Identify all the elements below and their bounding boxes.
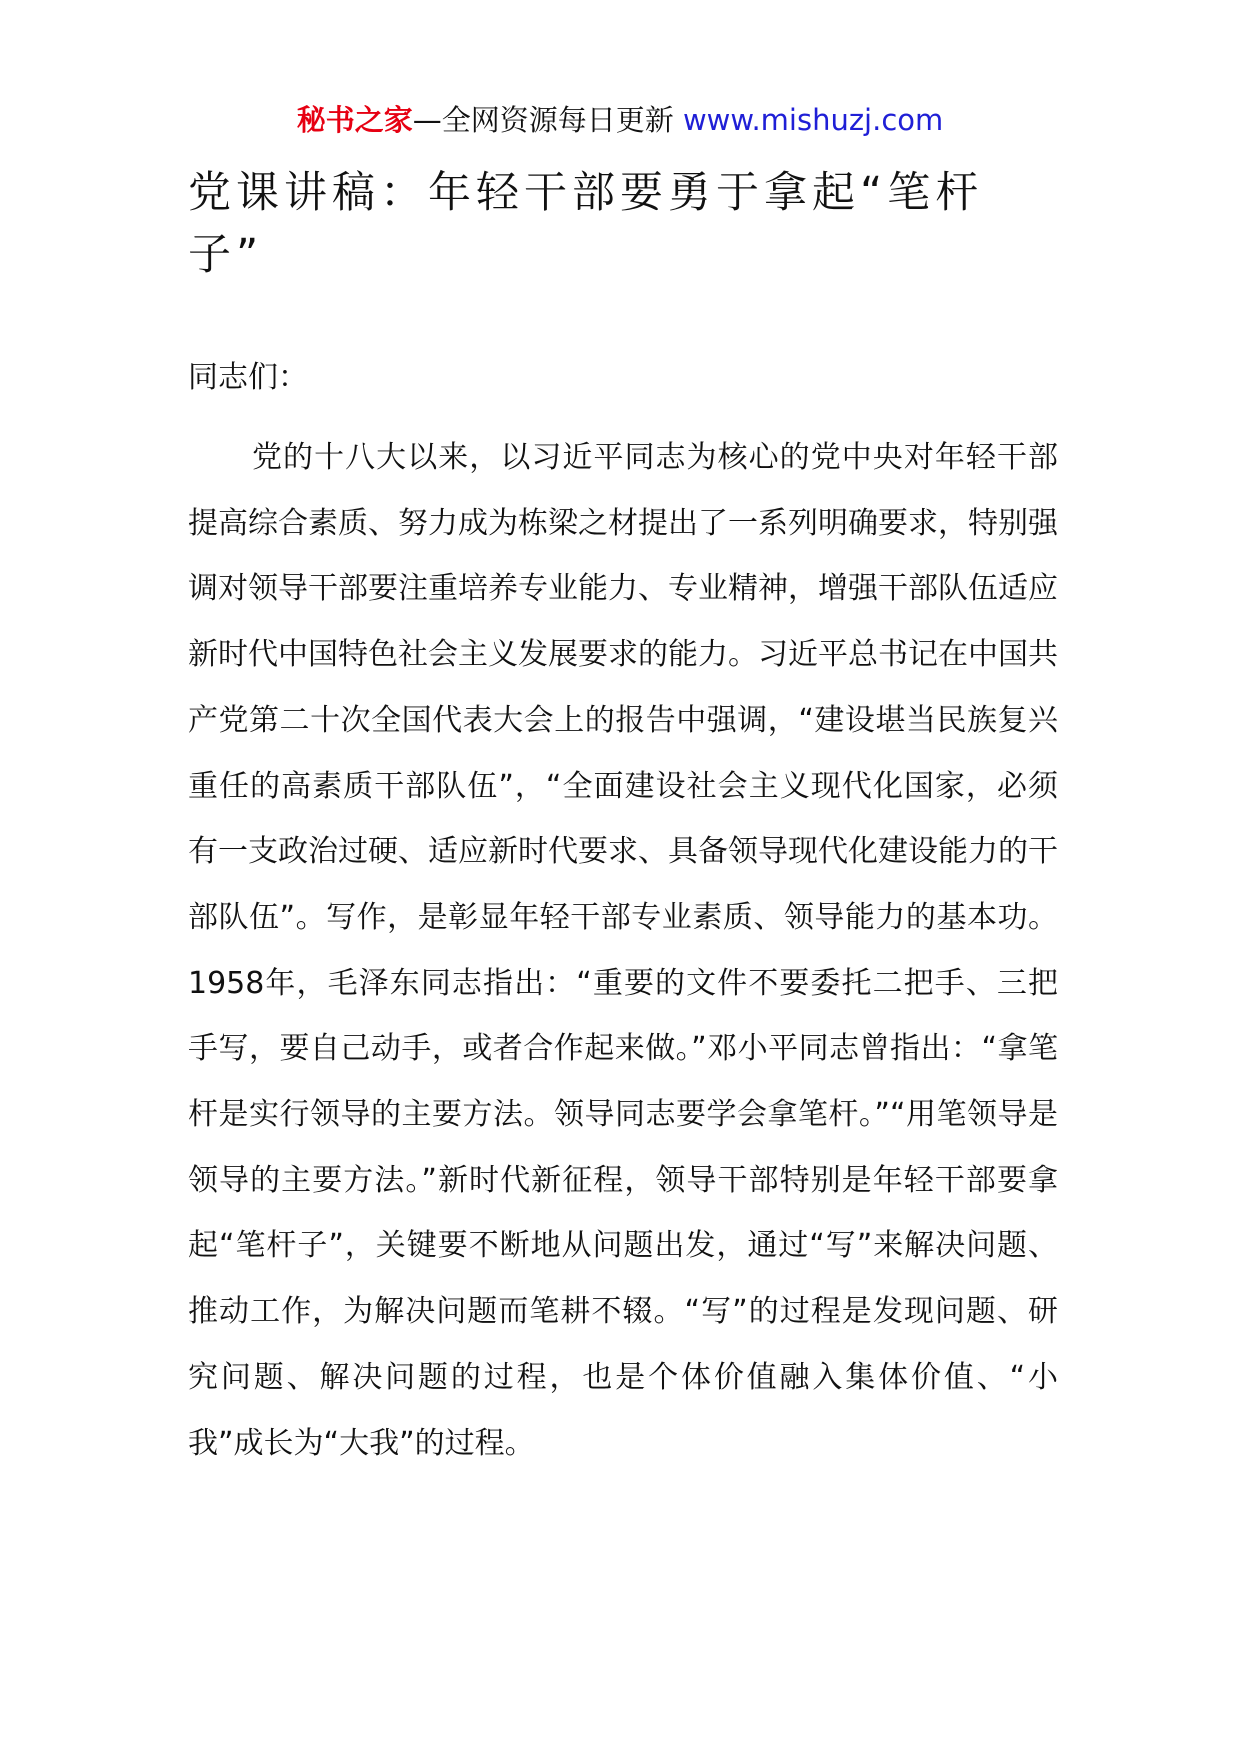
site-url-link[interactable]: www.mishuzj.com (682, 103, 944, 137)
site-tagline: —全网资源每日更新 (412, 103, 674, 137)
site-header (0, 100, 1240, 140)
document-title: 党课讲稿：年轻干部要勇于拿起“笔杆子” (188, 168, 984, 280)
greeting: 同志们： (188, 360, 308, 395)
site-brand: 秘书之家 (296, 103, 413, 137)
body-paragraph: 党的十八大以来，以习近平同志为核心的党中央对年轻干部提高综合素质、努力成为栋梁之材提出了一系列明确要求，特别强调对领导干部要注重培养专业能力、专业精神，增强干部队伍适应新时代中国特色社会主义发展要求的能力。习近平总书记在中国共产党第二十次全国代表大会上的报告中强调，“建设堪当民族复兴重任的高素质干部队伍”，“全面建设社会主义现代化国家，必须有一支政治过硬、适应新时代要求、具备领导现代化建设能力的干部队伍”。写作，是彰显年轻干部专业素质、领导能力的基本功。1958年，毛泽东同志指出：“重要的文件不要委托二把手、三把手写，要自己动手，或者合作起来做。”邓小平同志曾指出：“拿笔杆是实行领导的主要方法。领导同志要学会拿笔杆。”“用笔领导是领导的主要方法。”新时代新征程，领导干部特别是年轻干部要拿起“笔杆子”，关键要不断地从问题出发，通过“写”来解决问题、推动工作，为解决问题而笔耕不辍。“写”的过程是发现问题、研究问题、解决问题的过程，也是个体价值融入集体价值、“小我”成长为“大我”的过程。 (188, 440, 1058, 1461)
